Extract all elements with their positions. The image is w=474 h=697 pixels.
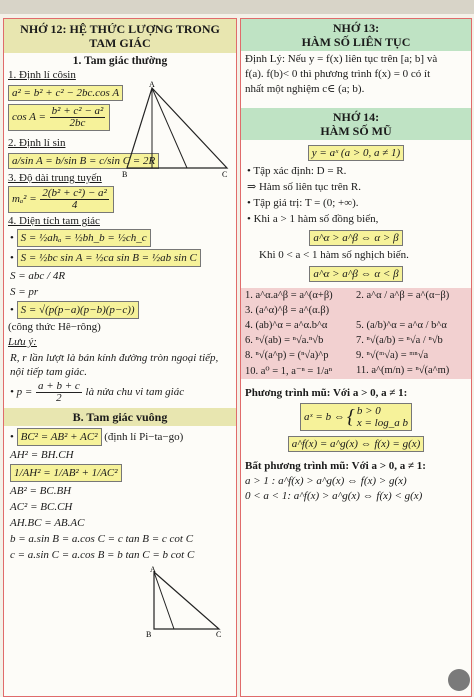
power-rule-7: 7. ⁿ√(a/b) = ⁿ√a / ⁿ√b (356, 335, 443, 346)
median-numerator: 2(b² + c²) − a² (42, 187, 107, 199)
power-rule-5: 5. (a/b)^α = a^α / b^α (356, 320, 447, 331)
svg-text:C: C (222, 170, 228, 179)
section-a-title: 1. Tam giác thường (72, 55, 168, 67)
power-rule-4: 4. (ab)^α = a^α.b^α (245, 320, 328, 331)
sine-law-formula: a/sin A = b/sin B = c/sin C = 2R (8, 153, 159, 169)
svg-text:A: A (150, 565, 156, 574)
right-formula-6: AH.BC = AB.AC (10, 517, 85, 529)
exp-function: y = aˣ (a > 0, a ≠ 1) (308, 145, 404, 161)
power-rule-3: 3. (a^α)^β = a^(α.β) (245, 305, 330, 316)
section-b-title: B. Tam giác vuông (4, 408, 236, 426)
exp-equation-2: a^f(x) = a^g(x) ⇔ f(x) = g(x) (288, 436, 425, 452)
svg-text:A: A (149, 80, 155, 89)
median-denominator: 4 (71, 199, 78, 211)
median-fraction (40, 188, 108, 211)
right-formula-4: AB² = BC.BH (10, 485, 72, 497)
power-rule-6: 6. ⁿ√(ab) = ⁿ√a.ⁿ√b (245, 335, 324, 346)
note-title: Lưu ý: (8, 336, 37, 348)
median-lhs: mₐ² = (12, 193, 37, 206)
increasing-inequality: a^α > a^β ⇔ α > β (309, 230, 402, 246)
power-rule-1: 1. a^α.a^β = a^(α+β) (245, 290, 333, 301)
right-formula-5: AC² = BC.CH (10, 501, 73, 513)
area-formula-3: S = abc / 4R (10, 270, 66, 282)
area-formula-5: • S = √(p(p−a)(p−b)(p−c)) (10, 301, 230, 319)
cosA-numerator: b² + c² − a² (51, 105, 104, 117)
search-lens-icon[interactable] (448, 669, 470, 691)
power-rule-8: 8. ⁿ√(a^p) = (ⁿ√a)^p (245, 350, 329, 361)
continuity-line: ⇒ Hàm số liên tục trên R. (247, 181, 362, 193)
cosine-law-formula: a² = b² + c² − 2bc.cos A (8, 85, 123, 101)
left-title: NHỚ 12: HỆ THỨC LƯỢNG TRONG TAM GIÁC (4, 19, 236, 53)
heron-note: (công thức Hê−rông) (8, 321, 101, 333)
power-rules (241, 288, 471, 379)
right-column (240, 18, 472, 697)
svg-text:C: C (216, 630, 222, 639)
nho13-title: NHỚ 13: HÀM SỐ LIÊN TỤC (241, 19, 471, 51)
theorem-line-3: nhất một nghiệm c∈ (a; b). (245, 83, 365, 95)
right-formula-3: 1/AH² = 1/AB² + 1/AC² (10, 464, 230, 482)
power-rule-9: 9. ⁿ√(ᵐ√a) = ᵐⁿ√a (356, 350, 429, 361)
sine-law-heading: 2. Định lí sin (8, 137, 66, 149)
increasing-line: • Khi a > 1 hàm số đồng biến, (247, 213, 379, 225)
area-heading: 4. Diện tích tam giác (8, 215, 100, 227)
area-formula-2: • S = ½bc sin A = ½ca sin B = ½ab sin C (10, 249, 230, 267)
decreasing-line: Khi 0 < a < 1 hàm số nghịch biến. (259, 249, 409, 261)
exp-equation-title: Phương trình mũ: Với a > 0, a ≠ 1: (245, 387, 408, 399)
top-strip (0, 0, 474, 14)
svg-text:B: B (122, 170, 128, 179)
power-rule-10: 10. a⁰ = 1, a⁻ⁿ = 1/aⁿ (245, 366, 333, 377)
triangle-diagram-icon (122, 80, 232, 179)
cosA-denominator: 2bc (69, 117, 86, 129)
decreasing-inequality: a^α > a^β ⇔ α < β (309, 266, 402, 282)
right-formula-7: b = a.sin B = a.cos C = c tan B = c cot C (10, 533, 194, 545)
pythagoras-formula: • BC² = AB² + AC² (định lí Pi−ta−go) (10, 428, 230, 446)
domain-line: • Tập xác định: D = R. (247, 165, 347, 177)
power-rule-2: 2. a^α / a^β = a^(α−β) (356, 290, 450, 301)
theorem-line-1: Định Lý: Nếu y = f(x) liên tục trên [a; b] và (245, 53, 438, 65)
right-formula-2: AH² = BH.CH (10, 449, 74, 461)
cosine-law-heading: 1. Định lí côsin (8, 69, 76, 81)
exp-equation-1: aˣ = b ⇔ { b > 0 x = log_a b (244, 403, 468, 431)
area-formula-1: • S = ½ahₐ = ½bh_b = ½ch_c (10, 229, 230, 247)
exp-inequality-1: a > 1 : a^f(x) > a^g(x) ⇔ f(x) > g(x) (245, 475, 407, 487)
cosA-fraction (50, 106, 106, 129)
median-formula (8, 186, 232, 213)
left-column (3, 18, 237, 697)
area-formula-4: S = pr (10, 286, 39, 298)
right-triangle-diagram-icon (144, 567, 224, 637)
right-formula-8: c = a.sin C = a.cos B = b tan C = b cot C (10, 549, 195, 561)
svg-text:B: B (146, 630, 152, 639)
exp-inequality-title: Bất phương trình mũ: Với a > 0, a ≠ 1: (245, 460, 426, 472)
cosA-lhs: cos A = (12, 111, 46, 124)
nho14-title: NHỚ 14: HÀM SỐ MŨ (241, 108, 471, 140)
exp-inequality-2: 0 < a < 1: a^f(x) > a^g(x) ⇔ f(x) < g(x) (245, 490, 423, 502)
note-radius: R, r lần lượt là bán kính đường tròn ngoại tiếp, nội tiếp tam giác. (10, 352, 219, 378)
theorem-line-2: f(a). f(b)< 0 thì phương trình f(x) = 0 có ít (245, 68, 431, 80)
note-semiperimeter: • p = $\frac{a + b + c}{2}$ là nửa chu vi tam giác (10, 380, 185, 404)
power-rule-11: 11. a^(m/n) = ⁿ√(a^m) (356, 365, 450, 376)
median-heading: 3. Độ dài trung tuyến (8, 172, 102, 184)
range-line: • Tập giá trị: T = (0; +∞). (247, 197, 359, 209)
